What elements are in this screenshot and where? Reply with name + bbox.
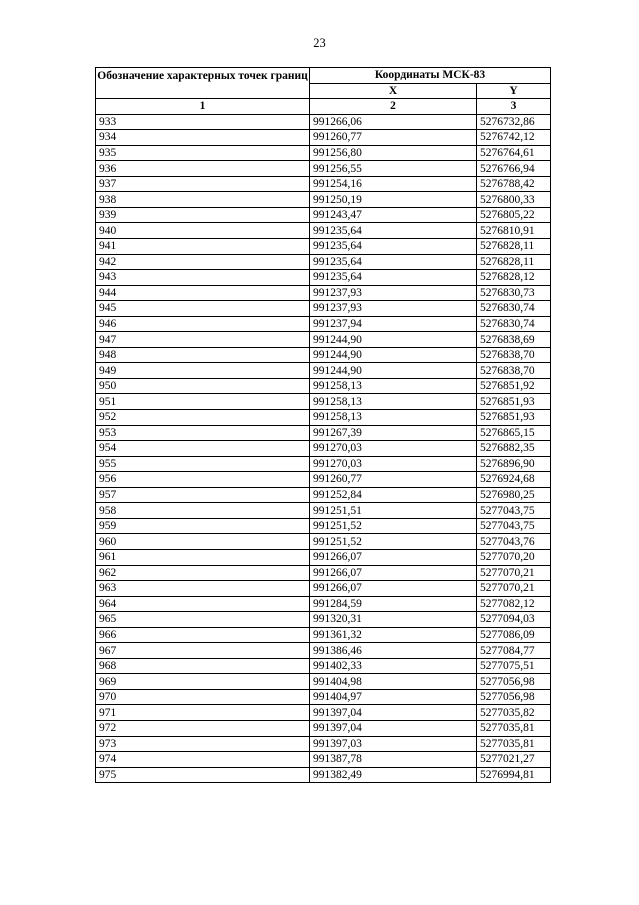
table-row bbox=[96, 456, 551, 472]
point-number-cell: 951 bbox=[96, 394, 310, 410]
point-number-cell: 934 bbox=[96, 130, 310, 146]
y-coordinate-cell: 5277056,98 bbox=[477, 674, 551, 690]
table-row bbox=[96, 176, 551, 192]
x-coordinate-cell: 991266,07 bbox=[310, 565, 477, 581]
table-row bbox=[96, 130, 551, 146]
table-row bbox=[96, 239, 551, 255]
x-coordinate-cell: 991254,16 bbox=[310, 176, 477, 192]
point-number-cell: 963 bbox=[96, 581, 310, 597]
x-coordinate-cell: 991361,32 bbox=[310, 627, 477, 643]
header-coordinates: Координаты МСК-83 bbox=[310, 68, 551, 84]
point-number-cell: 975 bbox=[96, 767, 310, 783]
point-number-cell: 974 bbox=[96, 752, 310, 768]
table-row bbox=[96, 347, 551, 363]
point-number-cell: 939 bbox=[96, 207, 310, 223]
y-coordinate-cell: 5276896,90 bbox=[477, 456, 551, 472]
y-coordinate-cell: 5276830,74 bbox=[477, 316, 551, 332]
table-row bbox=[96, 270, 551, 286]
y-coordinate-cell: 5276838,70 bbox=[477, 347, 551, 363]
point-number-cell: 935 bbox=[96, 145, 310, 161]
table-row bbox=[96, 223, 551, 239]
y-coordinate-cell: 5276764,61 bbox=[477, 145, 551, 161]
table-row bbox=[96, 596, 551, 612]
x-coordinate-cell: 991404,97 bbox=[310, 689, 477, 705]
y-coordinate-cell: 5276851,93 bbox=[477, 394, 551, 410]
y-coordinate-cell: 5276828,12 bbox=[477, 270, 551, 286]
y-coordinate-cell: 5277035,81 bbox=[477, 720, 551, 736]
point-number-cell: 964 bbox=[96, 596, 310, 612]
y-coordinate-cell: 5276828,11 bbox=[477, 254, 551, 270]
table-row bbox=[96, 643, 551, 659]
y-coordinate-cell: 5277043,75 bbox=[477, 518, 551, 534]
point-number-cell: 952 bbox=[96, 410, 310, 426]
x-coordinate-cell: 991260,77 bbox=[310, 130, 477, 146]
y-coordinate-cell: 5276838,70 bbox=[477, 363, 551, 379]
column-number-3: 3 bbox=[477, 99, 551, 115]
table-row bbox=[96, 394, 551, 410]
table-row bbox=[96, 752, 551, 768]
table-row bbox=[96, 534, 551, 550]
table-row bbox=[96, 441, 551, 457]
point-number-cell: 950 bbox=[96, 378, 310, 394]
point-number-cell: 956 bbox=[96, 472, 310, 488]
point-number-cell: 947 bbox=[96, 332, 310, 348]
x-coordinate-cell: 991270,03 bbox=[310, 441, 477, 457]
x-coordinate-cell: 991320,31 bbox=[310, 612, 477, 628]
point-number-cell: 946 bbox=[96, 316, 310, 332]
y-coordinate-cell: 5276742,12 bbox=[477, 130, 551, 146]
x-coordinate-cell: 991404,98 bbox=[310, 674, 477, 690]
point-number-cell: 941 bbox=[96, 239, 310, 255]
point-number-cell: 936 bbox=[96, 161, 310, 177]
y-coordinate-cell: 5277082,12 bbox=[477, 596, 551, 612]
y-coordinate-cell: 5276980,25 bbox=[477, 487, 551, 503]
point-number-cell: 959 bbox=[96, 518, 310, 534]
table-row bbox=[96, 767, 551, 783]
y-coordinate-cell: 5277084,77 bbox=[477, 643, 551, 659]
point-number-cell: 945 bbox=[96, 301, 310, 317]
y-coordinate-cell: 5276766,94 bbox=[477, 161, 551, 177]
point-number-cell: 937 bbox=[96, 176, 310, 192]
point-number-cell: 958 bbox=[96, 503, 310, 519]
x-coordinate-cell: 991235,64 bbox=[310, 254, 477, 270]
point-number-cell: 957 bbox=[96, 487, 310, 503]
point-number-cell: 961 bbox=[96, 549, 310, 565]
header-x: X bbox=[310, 83, 477, 99]
table-row bbox=[96, 720, 551, 736]
point-number-cell: 955 bbox=[96, 456, 310, 472]
y-coordinate-cell: 5276830,74 bbox=[477, 301, 551, 317]
table-row bbox=[96, 503, 551, 519]
table-row bbox=[96, 705, 551, 721]
y-coordinate-cell: 5276994,81 bbox=[477, 767, 551, 783]
table-header bbox=[96, 68, 551, 115]
table-row bbox=[96, 207, 551, 223]
table-row bbox=[96, 332, 551, 348]
table-row bbox=[96, 518, 551, 534]
point-number-cell: 938 bbox=[96, 192, 310, 208]
x-coordinate-cell: 991397,03 bbox=[310, 736, 477, 752]
x-coordinate-cell: 991244,90 bbox=[310, 347, 477, 363]
column-number-2: 2 bbox=[310, 99, 477, 115]
point-number-cell: 965 bbox=[96, 612, 310, 628]
x-coordinate-cell: 991284,59 bbox=[310, 596, 477, 612]
y-coordinate-cell: 5276851,93 bbox=[477, 410, 551, 426]
table-row bbox=[96, 658, 551, 674]
point-number-cell: 944 bbox=[96, 285, 310, 301]
y-coordinate-cell: 5276851,92 bbox=[477, 378, 551, 394]
point-number-cell: 967 bbox=[96, 643, 310, 659]
table-row bbox=[96, 378, 551, 394]
x-coordinate-cell: 991266,06 bbox=[310, 114, 477, 130]
y-coordinate-cell: 5276828,11 bbox=[477, 239, 551, 255]
point-number-cell: 948 bbox=[96, 347, 310, 363]
y-coordinate-cell: 5276810,91 bbox=[477, 223, 551, 239]
table-row bbox=[96, 487, 551, 503]
point-number-cell: 933 bbox=[96, 114, 310, 130]
x-coordinate-cell: 991251,52 bbox=[310, 518, 477, 534]
table-row bbox=[96, 736, 551, 752]
y-coordinate-cell: 5277094,03 bbox=[477, 612, 551, 628]
x-coordinate-cell: 991387,78 bbox=[310, 752, 477, 768]
table-row bbox=[96, 285, 551, 301]
x-coordinate-cell: 991244,90 bbox=[310, 332, 477, 348]
point-number-cell: 943 bbox=[96, 270, 310, 286]
point-number-cell: 962 bbox=[96, 565, 310, 581]
y-coordinate-cell: 5277056,98 bbox=[477, 689, 551, 705]
table-row bbox=[96, 612, 551, 628]
x-coordinate-cell: 991267,39 bbox=[310, 425, 477, 441]
y-coordinate-cell: 5277043,76 bbox=[477, 534, 551, 550]
point-number-cell: 972 bbox=[96, 720, 310, 736]
y-coordinate-cell: 5276800,33 bbox=[477, 192, 551, 208]
x-coordinate-cell: 991397,04 bbox=[310, 705, 477, 721]
point-number-cell: 969 bbox=[96, 674, 310, 690]
table-row bbox=[96, 581, 551, 597]
coordinates-table bbox=[95, 67, 551, 783]
table-row bbox=[96, 254, 551, 270]
table-row bbox=[96, 316, 551, 332]
column-number-1: 1 bbox=[96, 99, 310, 115]
y-coordinate-cell: 5276788,42 bbox=[477, 176, 551, 192]
table-row bbox=[96, 565, 551, 581]
table-row bbox=[96, 425, 551, 441]
y-coordinate-cell: 5277070,20 bbox=[477, 549, 551, 565]
table-row bbox=[96, 161, 551, 177]
header-y: Y bbox=[477, 83, 551, 99]
x-coordinate-cell: 991266,07 bbox=[310, 581, 477, 597]
table-body bbox=[96, 114, 551, 783]
x-coordinate-cell: 991260,77 bbox=[310, 472, 477, 488]
x-coordinate-cell: 991382,49 bbox=[310, 767, 477, 783]
y-coordinate-cell: 5276924,68 bbox=[477, 472, 551, 488]
page-number: 23 bbox=[313, 36, 326, 50]
point-number-cell: 954 bbox=[96, 441, 310, 457]
x-coordinate-cell: 991256,55 bbox=[310, 161, 477, 177]
point-number-cell: 940 bbox=[96, 223, 310, 239]
x-coordinate-cell: 991251,51 bbox=[310, 503, 477, 519]
x-coordinate-cell: 991235,64 bbox=[310, 270, 477, 286]
table-row bbox=[96, 145, 551, 161]
x-coordinate-cell: 991237,93 bbox=[310, 301, 477, 317]
y-coordinate-cell: 5276830,73 bbox=[477, 285, 551, 301]
x-coordinate-cell: 991252,84 bbox=[310, 487, 477, 503]
point-number-cell: 966 bbox=[96, 627, 310, 643]
table-row bbox=[96, 689, 551, 705]
y-coordinate-cell: 5276882,35 bbox=[477, 441, 551, 457]
x-coordinate-cell: 991243,47 bbox=[310, 207, 477, 223]
point-number-cell: 968 bbox=[96, 658, 310, 674]
point-number-cell: 970 bbox=[96, 689, 310, 705]
y-coordinate-cell: 5276805,22 bbox=[477, 207, 551, 223]
y-coordinate-cell: 5277043,75 bbox=[477, 503, 551, 519]
point-number-cell: 973 bbox=[96, 736, 310, 752]
point-number-cell: 971 bbox=[96, 705, 310, 721]
x-coordinate-cell: 991258,13 bbox=[310, 394, 477, 410]
x-coordinate-cell: 991397,04 bbox=[310, 720, 477, 736]
y-coordinate-cell: 5277070,21 bbox=[477, 565, 551, 581]
x-coordinate-cell: 991266,07 bbox=[310, 549, 477, 565]
y-coordinate-cell: 5276865,15 bbox=[477, 425, 551, 441]
header-row-1 bbox=[96, 68, 551, 84]
x-coordinate-cell: 991237,94 bbox=[310, 316, 477, 332]
table-row bbox=[96, 363, 551, 379]
x-coordinate-cell: 991258,13 bbox=[310, 410, 477, 426]
header-points: Обозначение характерных точек границ bbox=[96, 68, 310, 99]
point-number-cell: 949 bbox=[96, 363, 310, 379]
x-coordinate-cell: 991402,33 bbox=[310, 658, 477, 674]
point-number-cell: 953 bbox=[96, 425, 310, 441]
x-coordinate-cell: 991386,46 bbox=[310, 643, 477, 659]
x-coordinate-cell: 991270,03 bbox=[310, 456, 477, 472]
y-coordinate-cell: 5277075,51 bbox=[477, 658, 551, 674]
x-coordinate-cell: 991244,90 bbox=[310, 363, 477, 379]
y-coordinate-cell: 5277070,21 bbox=[477, 581, 551, 597]
point-number-cell: 960 bbox=[96, 534, 310, 550]
x-coordinate-cell: 991237,93 bbox=[310, 285, 477, 301]
table-row bbox=[96, 549, 551, 565]
table-row bbox=[96, 114, 551, 130]
column-number-row bbox=[96, 99, 551, 115]
table-row bbox=[96, 192, 551, 208]
point-number-cell: 942 bbox=[96, 254, 310, 270]
y-coordinate-cell: 5277035,81 bbox=[477, 736, 551, 752]
y-coordinate-cell: 5276732,86 bbox=[477, 114, 551, 130]
y-coordinate-cell: 5277086,09 bbox=[477, 627, 551, 643]
x-coordinate-cell: 991256,80 bbox=[310, 145, 477, 161]
table-row bbox=[96, 627, 551, 643]
x-coordinate-cell: 991258,13 bbox=[310, 378, 477, 394]
table-row bbox=[96, 301, 551, 317]
y-coordinate-cell: 5276838,69 bbox=[477, 332, 551, 348]
x-coordinate-cell: 991235,64 bbox=[310, 223, 477, 239]
table-row bbox=[96, 674, 551, 690]
x-coordinate-cell: 991251,52 bbox=[310, 534, 477, 550]
x-coordinate-cell: 991250,19 bbox=[310, 192, 477, 208]
y-coordinate-cell: 5277021,27 bbox=[477, 752, 551, 768]
x-coordinate-cell: 991235,64 bbox=[310, 239, 477, 255]
table-row bbox=[96, 410, 551, 426]
table-row bbox=[96, 472, 551, 488]
y-coordinate-cell: 5277035,82 bbox=[477, 705, 551, 721]
